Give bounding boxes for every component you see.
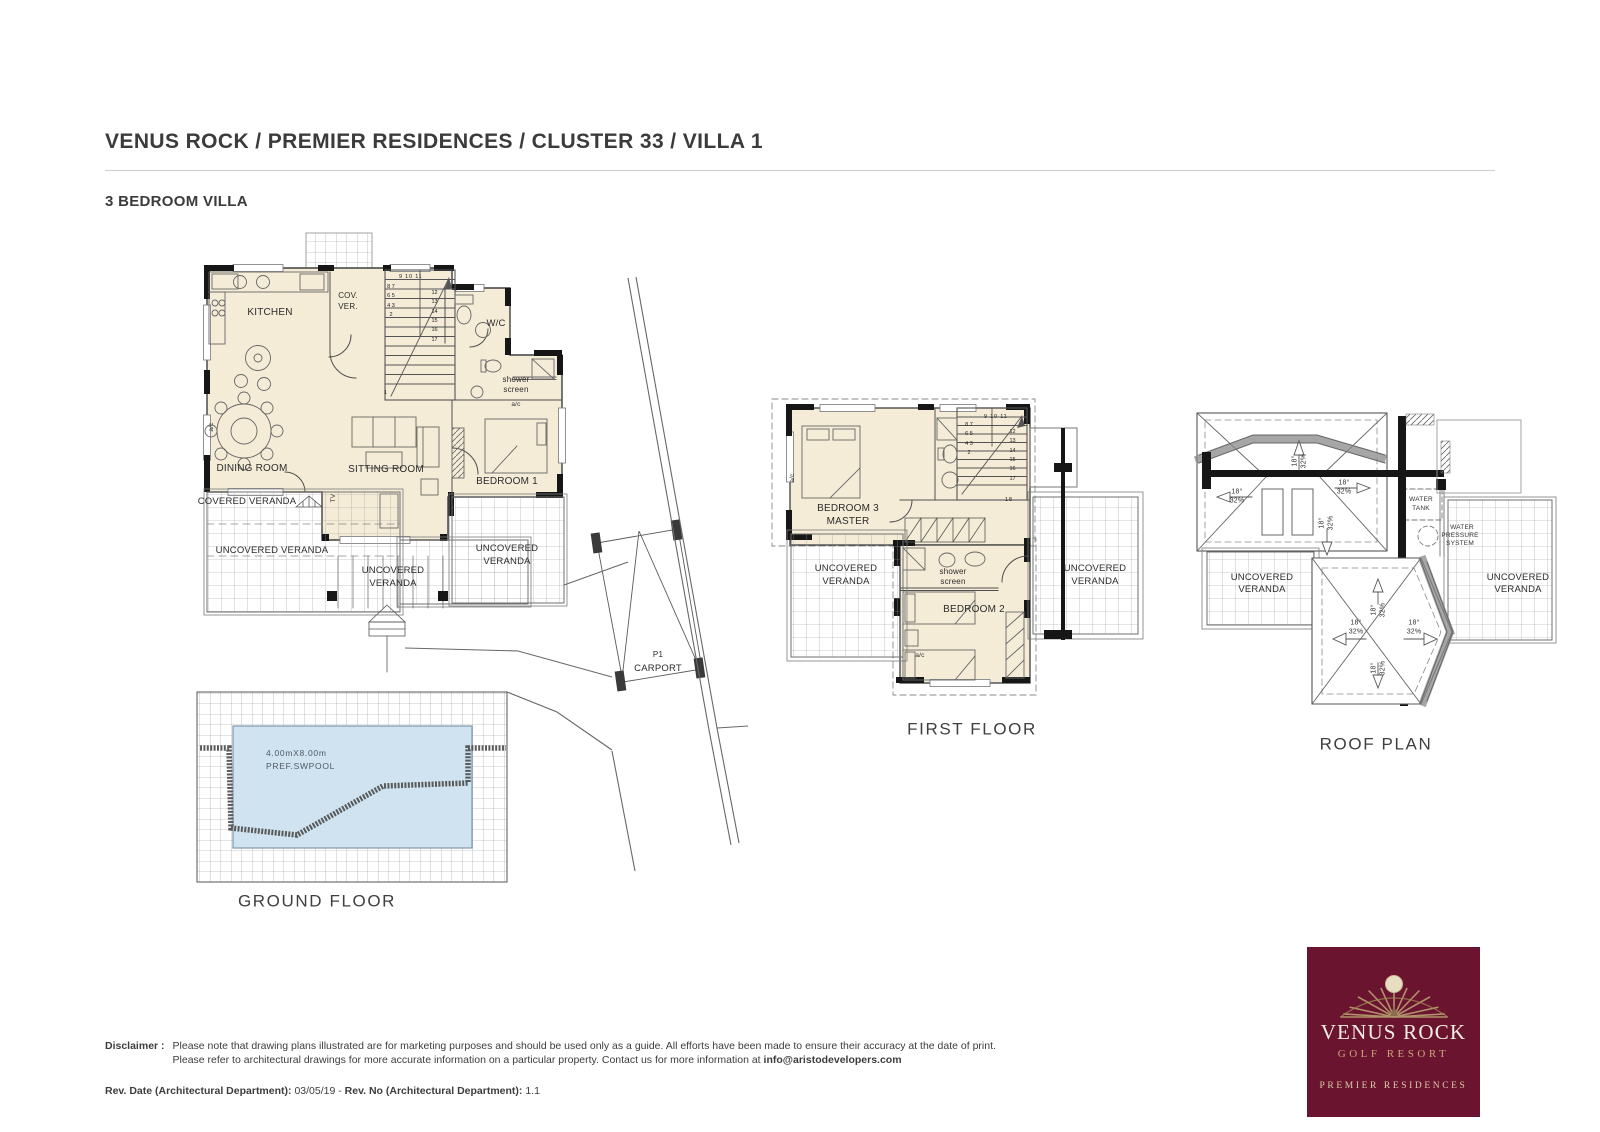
uncovered-veranda-ff-right: UNCOVERED — [1063, 563, 1127, 575]
roof-slope-label-down — [1318, 516, 1336, 531]
balcony-outline — [1030, 428, 1077, 487]
water-pressure-label3: SYSTEM — [1446, 539, 1474, 547]
uncovered-veranda-ff-left: UNCOVERED — [814, 563, 878, 575]
lower-roof-slope-right — [1407, 619, 1422, 637]
stair-numbers-left: 8 7 6 5 4 3 2 — [387, 284, 395, 319]
rev-separator: - — [338, 1085, 342, 1097]
slope-percent: 32% — [1229, 497, 1245, 504]
disclaimer — [105, 1039, 996, 1067]
uncovered-veranda-label-right2: VERANDA — [483, 556, 531, 568]
revision-line — [105, 1085, 540, 1097]
slope-degrees: 18° — [1318, 517, 1326, 529]
pool-name-label: PREF.SWPOOL — [266, 761, 336, 771]
slope-percent: 32% — [1336, 488, 1352, 495]
ac-unit-label-bedroom2: a/c — [915, 651, 925, 659]
uncovered-veranda-roof-right2: VERANDA — [1494, 584, 1542, 596]
disclaimer-line1: Please note that drawing plans illustrated are for marketing purposes and should be used only as a guide. All efforts have been made to ensure their accuracy at the date of print. — [172, 1040, 996, 1052]
golf-ball-fan-emblem — [1339, 971, 1449, 1019]
covered-veranda-abbrev-label2: VER. — [338, 302, 358, 311]
stair-numbers-turn-ff: 9 10 11 — [984, 414, 1008, 420]
venus-rock-logo — [1307, 947, 1480, 1117]
uncovered-veranda-label-mid: UNCOVERED — [361, 565, 425, 577]
shower-screen-label-ff: shower — [939, 567, 967, 576]
roof-beam-vertical — [1398, 416, 1406, 566]
roof-light-2 — [1292, 489, 1313, 535]
roof-beam-horizontal — [1206, 470, 1444, 477]
shower-screen-label: shower — [502, 375, 530, 384]
uncovered-veranda-ff-left2: VERANDA — [822, 576, 870, 588]
header-divider — [105, 170, 1495, 171]
ac-unit-label-master: a/c — [788, 473, 796, 483]
slope-degrees: 18° — [1338, 479, 1350, 487]
uncovered-veranda-roof-left2: VERANDA — [1238, 584, 1286, 596]
dining-room-label: DINING ROOM — [216, 462, 288, 474]
lower-roof-slope-up — [1370, 603, 1388, 618]
uncovered-veranda-label-mid2: VERANDA — [369, 578, 417, 590]
water-pressure-label2: PRESSURE — [1441, 531, 1479, 539]
ac-unit-label-dining: a/c — [207, 422, 215, 432]
covered-veranda-label: COVERED VERANDA — [197, 496, 297, 508]
rev-no-label: Rev. No (Architectural Department): — [344, 1085, 523, 1097]
shower-screen-label2: screen — [503, 385, 529, 394]
page-subtitle: 3 BEDROOM VILLA — [105, 193, 248, 210]
bedroom3-label: BEDROOM 3 — [817, 502, 879, 514]
water-tank-label: WATER — [1409, 495, 1433, 503]
roof-slope-label-up — [1291, 454, 1309, 469]
water-pressure-label: WATER — [1450, 523, 1474, 531]
stair-numbers-right-ff: 12 13 14 15 16 17 — [1009, 429, 1016, 482]
shower-screen-label-ff2: screen — [940, 577, 966, 586]
slope-degrees: 18° — [1231, 488, 1243, 496]
slope-percent: 32% — [1379, 602, 1386, 618]
slope-percent: 32% — [1348, 628, 1364, 635]
disclaimer-line2: Please refer to architectural drawings for more accurate information on a particular property. Contact us for more information at — [172, 1054, 764, 1067]
slope-percent: 32% — [1406, 628, 1422, 635]
tv-label: TV — [329, 493, 337, 503]
master-label: MASTER — [826, 515, 870, 527]
uncovered-veranda-label-left: UNCOVERED VERANDA — [215, 545, 329, 557]
slope-degrees: 18° — [1408, 619, 1420, 627]
wc-label: W/C — [486, 318, 506, 330]
stair-number-1: 1 — [384, 390, 388, 396]
roof-slope-label-right — [1337, 479, 1352, 497]
lower-roof-slope-down — [1370, 661, 1388, 676]
carport-label: CARPORT — [634, 663, 682, 675]
logo-tagline-text: PREMIER RESIDENCES — [1319, 1081, 1468, 1091]
roof-slope-label-left — [1230, 488, 1245, 506]
stair-number-18: 18 — [1005, 497, 1013, 503]
slope-degrees: 18° — [1370, 662, 1378, 674]
stair-numbers-turn: 9 10 11 — [399, 274, 423, 280]
ground-floor-title: GROUND FLOOR — [237, 891, 397, 911]
covered-veranda-abbrev-label: COV. — [338, 291, 358, 300]
uncovered-veranda-roof-right: UNCOVERED — [1486, 572, 1550, 584]
slope-degrees: 18° — [1370, 604, 1378, 616]
sitting-room-label: SITTING ROOM — [348, 463, 424, 475]
carport-space-label: P1 — [652, 650, 664, 659]
first-floor-title: FIRST FLOOR — [907, 719, 1037, 739]
rev-date-value: 03/05/19 — [294, 1085, 336, 1097]
uncovered-veranda-roof-left: UNCOVERED — [1230, 572, 1294, 584]
stair-numbers-right: 12 13 14 15 16 17 — [431, 290, 438, 343]
swimming-pool — [197, 692, 507, 882]
disclaimer-label: Disclaimer : — [105, 1040, 165, 1052]
slope-degrees: 18° — [1291, 455, 1299, 467]
slope-degrees: 18° — [1350, 619, 1362, 627]
page-title: VENUS ROCK / PREMIER RESIDENCES / CLUSTER 33 / VILLA 1 — [105, 130, 763, 153]
first-floor-plan — [772, 399, 1143, 695]
rev-date-label: Rev. Date (Architectural Department): — [105, 1085, 292, 1097]
bedroom2-label: BEDROOM 2 — [943, 603, 1005, 615]
uncovered-veranda-ff-right2: VERANDA — [1071, 576, 1119, 588]
water-tank-label2: TANK — [1412, 504, 1430, 512]
disclaimer-email: info@aristodevelopers.com — [763, 1054, 902, 1067]
stair-numbers-left-ff: 8 7 6 5 4 3 2 — [965, 422, 973, 457]
pressure-system-outline — [1418, 526, 1438, 546]
rev-no-value: 1.1 — [525, 1085, 540, 1097]
logo-division-text: GOLF RESORT — [1337, 1048, 1450, 1060]
uncovered-veranda-label-right: UNCOVERED — [475, 543, 539, 555]
logo-brand-text: VENUS ROCK — [1320, 1020, 1467, 1044]
lower-roof-slope-left — [1349, 619, 1364, 637]
roof-plan-title: ROOF PLAN — [1319, 734, 1433, 754]
ac-unit-label: a/c — [511, 400, 521, 408]
roof-light-1 — [1262, 489, 1283, 535]
bedroom1-label: BEDROOM 1 — [476, 475, 538, 487]
kitchen-label: KITCHEN — [247, 306, 293, 318]
slope-percent: 32% — [1300, 453, 1307, 469]
disclaimer-text — [173, 1039, 996, 1067]
slope-percent: 32% — [1379, 660, 1386, 676]
pool-size-label: 4.00mX8.00m — [266, 748, 327, 758]
slope-percent: 32% — [1327, 515, 1334, 531]
